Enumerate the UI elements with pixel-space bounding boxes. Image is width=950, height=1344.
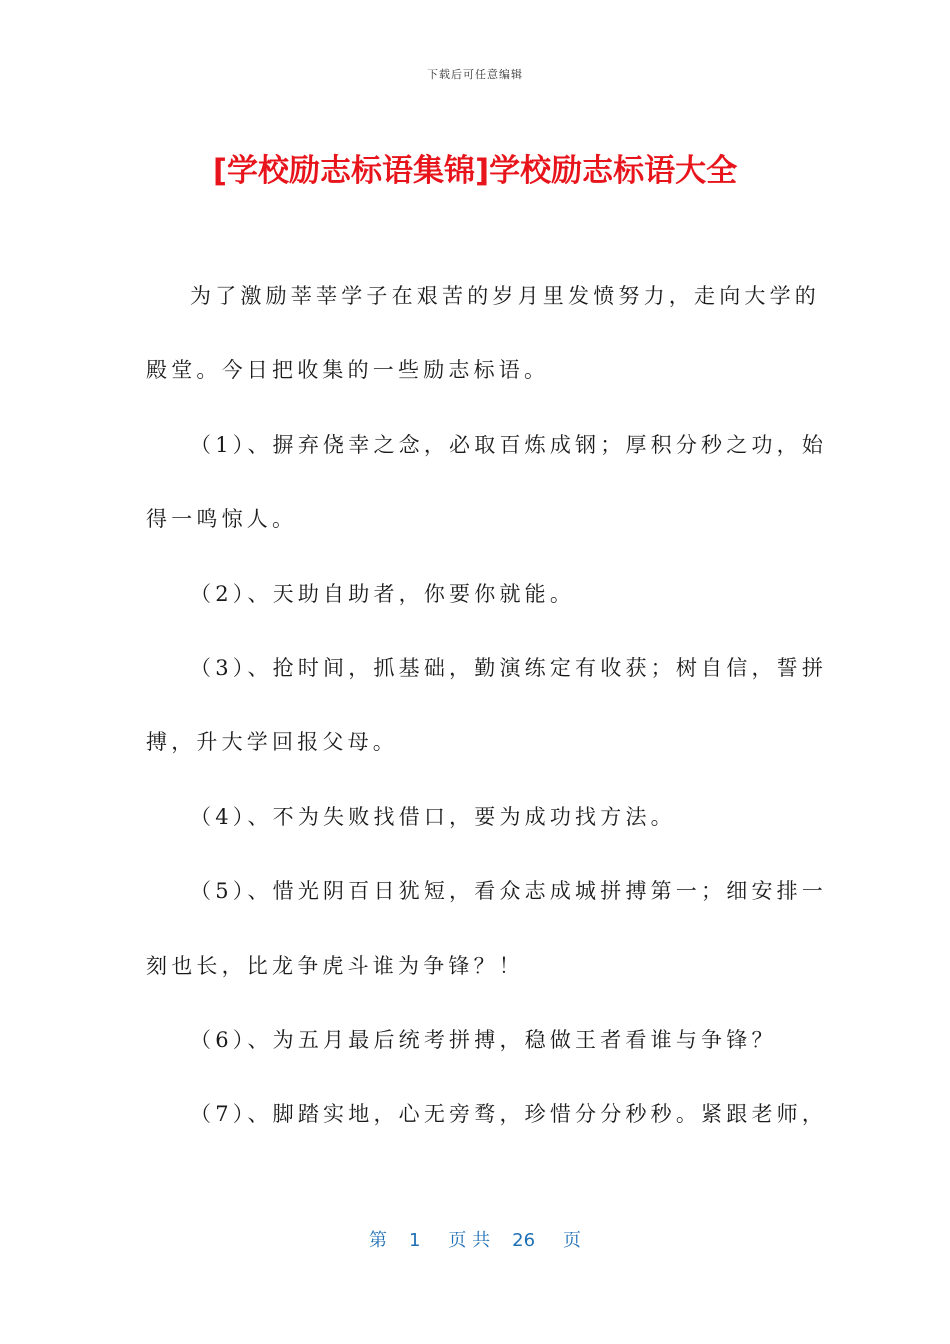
body-line: 殿堂。今日把收集的一些励志标语。 (146, 358, 550, 382)
body-line: 为了激励莘莘学子在艰苦的岁月里发愤努力，走向大学的 (190, 284, 820, 308)
footer-page-number: 1 (408, 1230, 421, 1251)
body-line: （2）、天助自助者，你要你就能。 (190, 582, 576, 606)
body-line: （3）、抢时间，抓基础，勤演练定有收获；树自信，誓拼 (190, 656, 828, 680)
body-line: （5）、惜光阴百日犹短，看众志成城拼搏第一；细安排一 (190, 879, 828, 903)
document-title: [学校励志标语集锦]学校励志标语大全 (212, 153, 738, 189)
body-line: （7）、脚踏实地，心无旁骛，珍惜分分秒秒。紧跟老师， (190, 1102, 828, 1126)
body-line: （1）、摒弃侥幸之念，必取百炼成钢；厚积分秒之功，始 (190, 433, 828, 457)
footer-suffix: 页 (563, 1230, 582, 1251)
body-line: （4）、不为失败找借口，要为成功找方法。 (190, 805, 676, 829)
footer-total-pages: 26 (512, 1230, 536, 1251)
body-line: （6）、为五月最后统考拼搏，稳做王者看谁与争锋？ (190, 1028, 777, 1052)
body-line: 搏，升大学回报父母。 (146, 730, 398, 754)
body-line: 刻也长，比龙争虎斗谁为争锋？！ (146, 954, 524, 978)
footer-prefix: 第 (368, 1230, 387, 1251)
body-line: 得一鸣惊人。 (146, 507, 298, 531)
header-note: 下载后可任意编辑 (427, 68, 523, 81)
page-footer (0, 1226, 950, 1252)
footer-middle: 页 共 (448, 1230, 491, 1251)
